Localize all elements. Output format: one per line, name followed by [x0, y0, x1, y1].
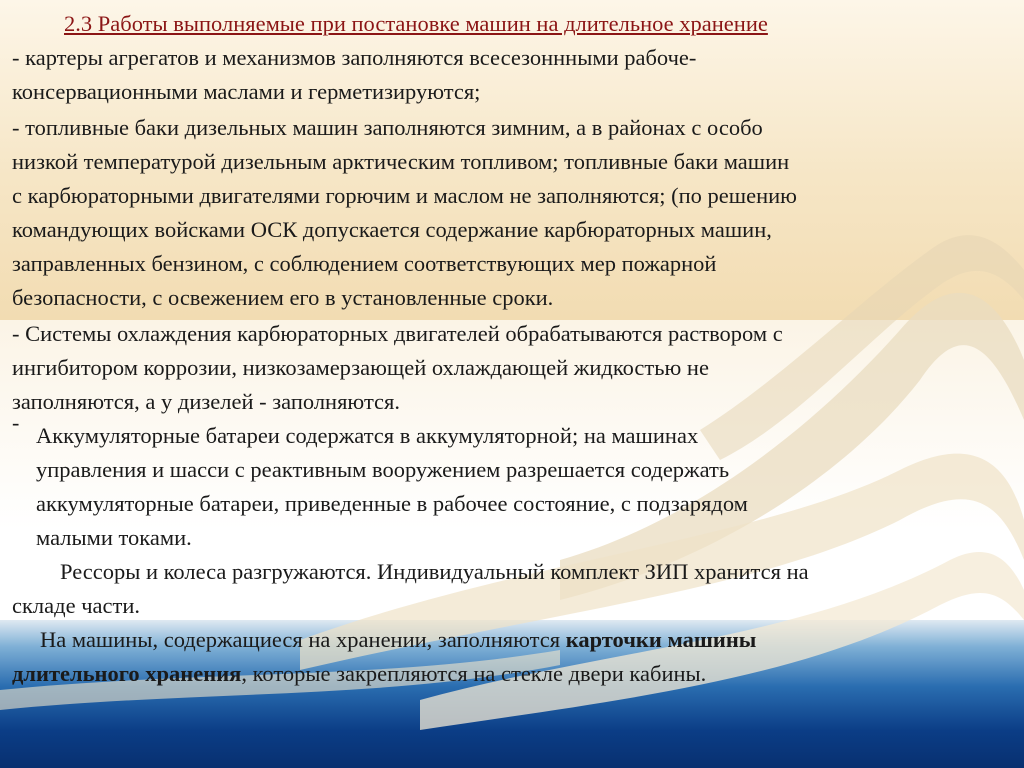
- bullet-text-line: Аккумуляторные батареи содержатся в аккумуляторной; на машинах: [36, 423, 699, 448]
- bullet-text-line: аккумуляторные батареи, приведенные в рабочее состояние, с подзарядом: [36, 491, 748, 516]
- text-line: с карбюраторными двигателями горючим и маслом не заполняются; (по решению: [12, 183, 797, 208]
- springs-text-line: Рессоры и колеса разгружаются. Индивидуальный комплект ЗИП хранится на: [60, 559, 809, 584]
- bullet-text-line: малыми токами.: [36, 525, 192, 550]
- cards-text-line: [12, 658, 1012, 690]
- text-line: заполняются, а у дизелей - заполняются.: [12, 389, 401, 414]
- text-line: командующих войсками ОСК допускается содержание карбюраторных машин,: [12, 217, 772, 242]
- text-line: безопасности, с освежением его в установленные сроки.: [12, 285, 554, 310]
- cards-text-line: [40, 624, 1024, 656]
- bullet-text-line: управления и шасси с реактивным вооружением разрешается содержать: [36, 457, 730, 482]
- text-line: - картеры агрегатов и механизмов заполняются всесезоннными рабоче-: [12, 45, 697, 70]
- text-line: консервационными маслами и герметизируются;: [12, 79, 481, 104]
- text-line: низкой температурой дизельным арктическим топливом; топливные баки машин: [12, 149, 790, 174]
- slide-title: 2.3 Работы выполняемые при постановке машин на длительное хранение: [64, 11, 768, 36]
- springs-text-line: складе части.: [12, 593, 140, 618]
- text-line: - топливные баки дизельных машин заполняются зимним, а в районах с особо: [12, 115, 763, 140]
- cards-text-bold: длительного хранения: [12, 661, 242, 686]
- cards-text-normal: , которые закрепляются на стекле двери кабины.: [241, 661, 707, 686]
- text-line: - Системы охлаждения карбюраторных двигателей обрабатываются раствором с: [12, 321, 783, 346]
- text-line: заправленных бензином, с соблюдением соответствующих мер пожарной: [12, 251, 717, 276]
- bullet-mark: -: [12, 410, 20, 435]
- cards-text-normal: На машины, содержащиеся на хранении, заполняются: [40, 627, 566, 652]
- cards-text-bold: карточки машины: [565, 627, 757, 652]
- text-line: ингибитором коррозии, низкозамерзающей охлаждающей жидкостью не: [12, 355, 709, 380]
